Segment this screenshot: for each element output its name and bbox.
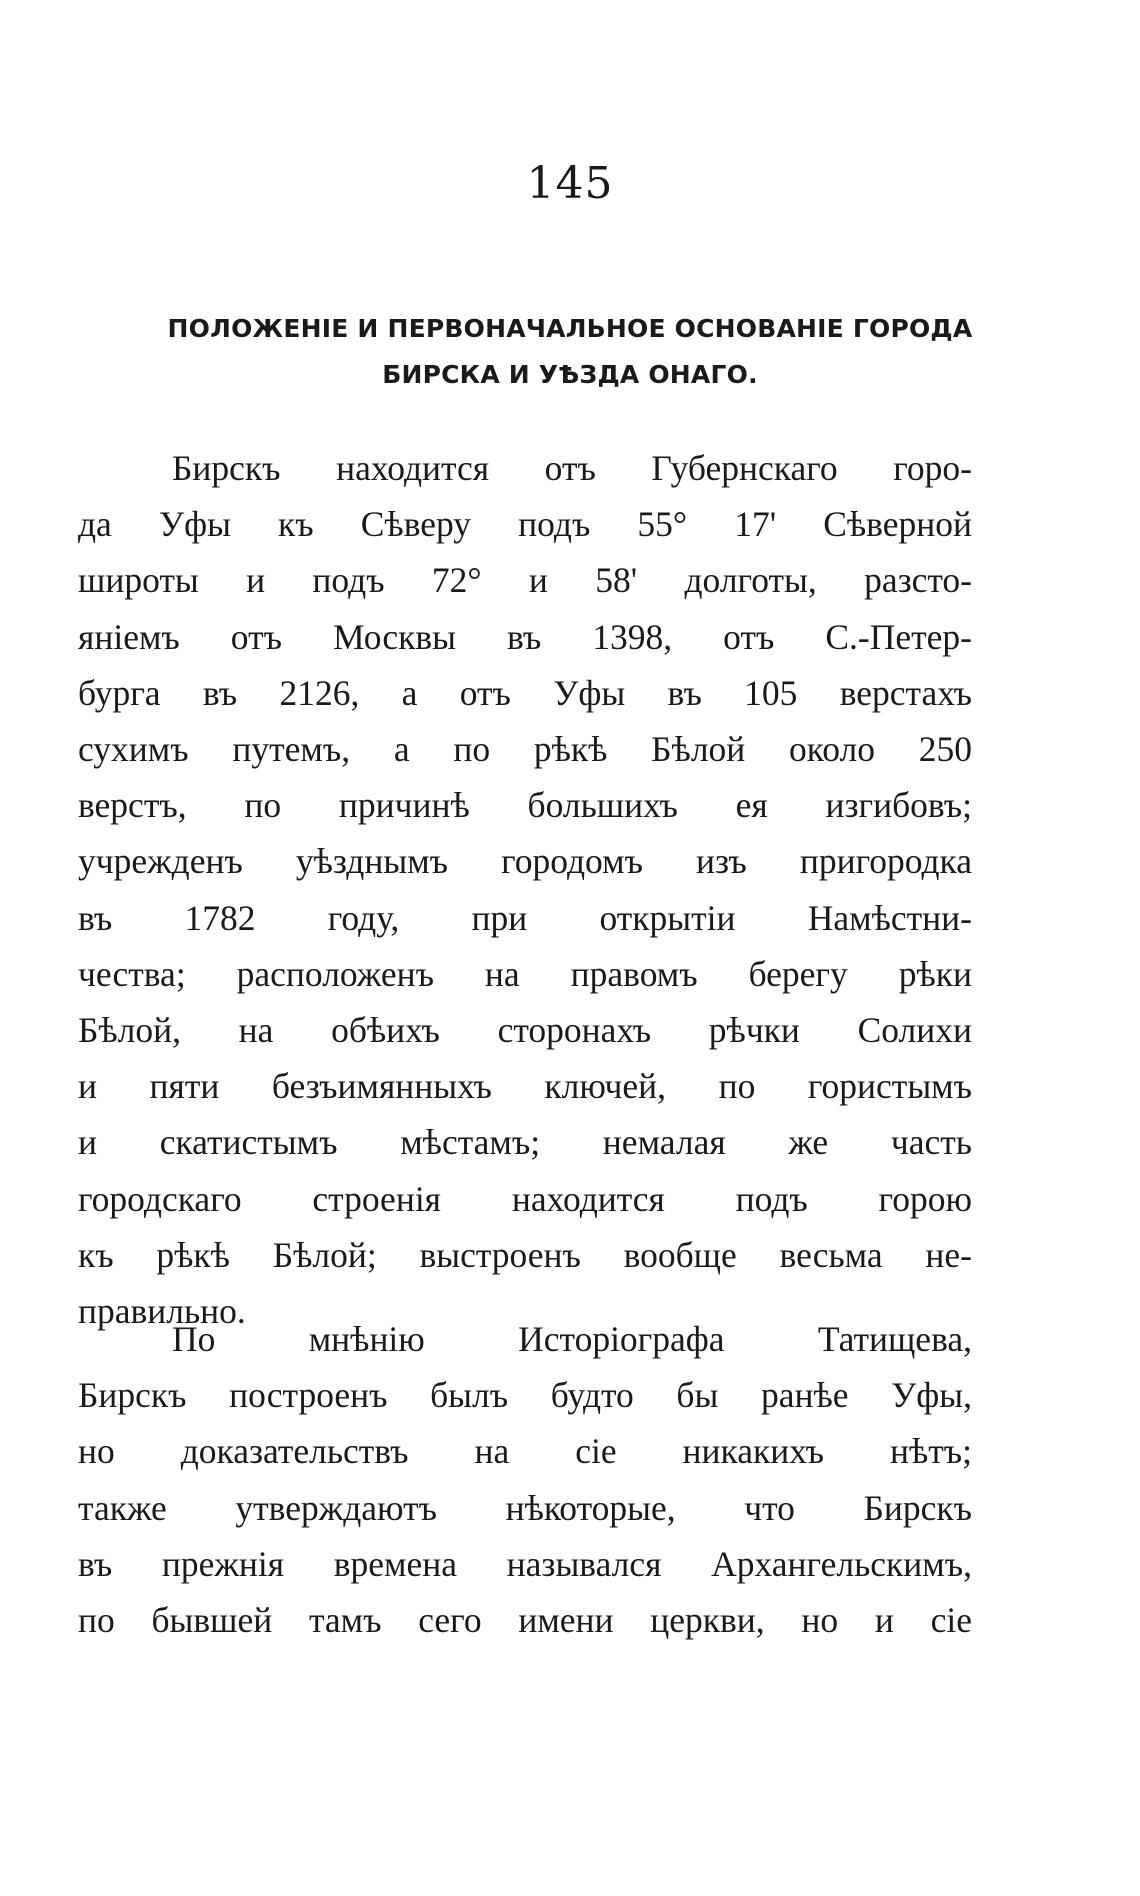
paragraph-line: Бѣлой, на обѣихъ сторонахъ рѣчки Солихи [78,1010,972,1051]
paragraph-line: но доказательствъ на сіе никакихъ нѣтъ; [78,1431,972,1472]
paragraph-line: сухимъ путемъ, а по рѣкѣ Бѣлой около 250 [78,729,972,770]
paragraph-2 [78,1311,972,1648]
paragraph-line: чества; расположенъ на правомъ берегу рѣки [78,953,972,994]
page-number: 145 [526,158,614,209]
heading-line-2: БИРСКА И УѢЗДА ОНАГО. [382,360,758,389]
paragraph-line: учрежденъ уѣзднымъ городомъ изъ пригородка [78,841,972,882]
paragraph-line: широты и подъ 72° и 58' долготы, разсто- [78,560,972,601]
paragraph-line: и скатистымъ мѣстамъ; немалая же часть [78,1122,972,1163]
paragraph-line: верстъ, по причинѣ большихъ ея изгибовъ; [78,785,972,826]
heading-line-1: ПОЛОЖЕНІЕ И ПЕРВОНАЧАЛЬНОЕ ОСНОВАНІЕ ГОРОДА [167,314,973,343]
paragraph-1 [78,440,972,1339]
paragraph-line: бурга въ 2126, а отъ Уфы въ 105 верстахъ [78,672,972,713]
paragraph-line: Бирскъ построенъ былъ будто бы ранѣе Уфы, [78,1375,972,1416]
paragraph-line: также утверждаютъ нѣкоторые, что Бирскъ [78,1487,972,1528]
paragraph-line: къ рѣкѣ Бѣлой; выстроенъ вообще весьма не- [78,1234,972,1275]
paragraph-line: По мнѣнію Исторіографа Татищева, [172,1319,972,1359]
chapter-heading [60,306,1080,398]
paragraph-line: по бывшей тамъ сего имени церкви, но и сіе [78,1600,972,1641]
paragraph-line: городскаго строенія находится подъ горою [78,1178,972,1219]
paragraph-line: и пяти безъимянныхъ ключей, по гористымъ [78,1066,972,1107]
paragraph-line: въ прежнія времена назывался Архангельскимъ, [78,1543,972,1584]
paragraph-line: яніемъ отъ Москвы въ 1398, отъ С.-Петер- [78,616,972,657]
paragraph-line: правильно. [78,1291,246,1332]
paragraph-line: Бирскъ находится отъ Губернскаго горо- [172,448,972,488]
paragraph-line: да Уфы къ Сѣверу подъ 55° 17' Сѣверной [78,504,972,545]
paragraph-line: въ 1782 году, при открытіи Намѣстни- [78,897,972,938]
